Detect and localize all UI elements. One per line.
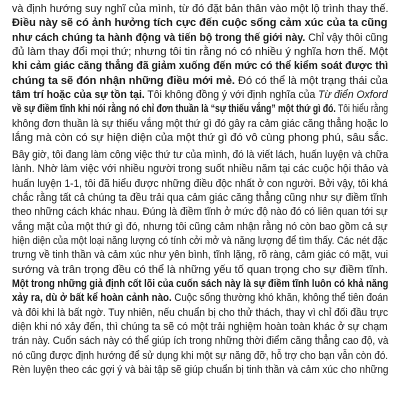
text-line	[12, 320, 388, 334]
text-line	[12, 74, 388, 88]
text-line	[12, 363, 388, 377]
text-segment: khi cảm giác căng thẳng đã giảm xuống đến mức có thể kiểm soát được thì	[12, 60, 389, 73]
text-segment: lành. Nhờ làm việc với nhiều người trong suốt nhiều năm tại các cuộc hội thảo và	[12, 163, 389, 176]
text-segment: Chỉ vậy thôi cũng	[305, 31, 388, 44]
text-line	[12, 291, 388, 305]
text-segment: chúng ta sẽ đón nhận những điều mới mẻ.	[12, 74, 235, 87]
text-line	[12, 349, 388, 363]
text-line	[12, 88, 388, 102]
text-line	[12, 59, 388, 73]
text-segment: Đó có thể là một trạng thái của	[234, 74, 388, 87]
text-line	[12, 220, 388, 234]
text-segment: và định hướng suy nghĩ của mình, từ đó đặt bản thân vào một lộ trình thay thế.	[12, 3, 389, 15]
text-segment: Từ điển Oxford	[318, 89, 388, 102]
text-line	[12, 102, 388, 116]
text-segment: và đôi khi là bất ngờ. Tuy nhiên, nếu chuẩn bị cho thử thách, thay vì chỉ đối đầu trực	[12, 306, 389, 319]
text-segment: sướng và trân trọng đều có thể là những yếu tố quan trọng cho sự điềm tĩnh.	[12, 263, 388, 276]
text-line	[12, 277, 388, 291]
text-segment: chắc rằng tất cả chúng ta đều trải qua cảm giác căng thẳng cũng như sự điềm tĩnh	[12, 192, 388, 205]
text-line	[12, 31, 388, 45]
text-line	[12, 177, 388, 191]
text-segment: theo những cách khác nhau. Đúng là điềm tĩnh ở mức độ nào đó có liên quan tới sự	[12, 206, 388, 219]
text-line	[12, 45, 388, 59]
text-line	[12, 162, 388, 176]
text-line	[12, 148, 388, 162]
text-line	[12, 16, 387, 30]
text-line	[12, 205, 388, 219]
text-segment: trưng về tinh thần và cảm xúc như yên bình, tĩnh lặng, rõ ràng, cảm giác có mặt, vui	[12, 249, 388, 262]
text-segment: vắng mặt của một thứ gì đó, nhưng tôi cũng cảm nhận rằng nó còn bao gồm cả sự	[12, 220, 388, 233]
text-line	[12, 248, 388, 262]
text-segment: xảy ra, dù ở bất kể hoàn cảnh nào.	[12, 292, 172, 305]
text-segment: không đơn thuần là sự thiếu vắng một thứ gì đó gây ra cảm giác căng thẳng hoặc lo	[12, 117, 389, 130]
text-segment: Cuộc sống thường khó khăn, không thể tiên đoán	[171, 292, 389, 305]
text-segment: diện khi nó xảy đến, thì chúng ta sẽ có một trải nghiệm hoàn toàn khác ở sự chạm	[12, 321, 388, 334]
text-segment: như cách chúng ta hành động và tiến bộ trong thế giới này.	[12, 31, 306, 44]
text-segment: hiện diện của một loại năng lượng có tính cởi mở và năng lượng để tìm thấy. Các nét đặc	[12, 235, 388, 248]
text-segment: tâm trí hoặc của sự tồn tại.	[12, 89, 145, 102]
text-line	[12, 234, 388, 248]
text-line	[12, 263, 388, 277]
text-segment: trán này. Cuốn sách này có thể giúp ích trong những thời điểm căng thẳng cao độ, và	[12, 335, 389, 348]
text-segment: huấn luyện 1-1, tôi đã hiểu được những điều độc nhất ở con người. Bởi vậy, tôi khá	[12, 177, 388, 190]
text-segment: nó cũng được định hướng để sử dụng khi một sự năng đỡ, hỗ trợ cho bạn vẫn còn đó.	[12, 349, 388, 362]
text-segment: Tôi hiểu rằng	[335, 103, 389, 116]
text-segment: về sự điềm tĩnh khi nói rằng nó chỉ đơn thuần là “sự thiếu vắng” một thứ gì đó.	[12, 103, 336, 116]
text-line	[12, 2, 388, 16]
text-segment: Một trong những giả định cốt lõi của cuốn sách này là sự điềm tĩnh luôn có khả năng	[12, 278, 389, 290]
text-segment: Tôi không đồng ý với định nghĩa của	[144, 89, 319, 102]
text-segment: Bây giờ, tôi đang làm công việc thứ tư của mình, đó là viết lách, huấn luyện và chữa	[12, 149, 389, 161]
text-line	[12, 334, 388, 348]
text-line	[12, 191, 388, 205]
text-line	[12, 306, 388, 320]
text-segment: đủ làm thay đổi mọi thứ; nhưng tôi tin rằng nó có nhiều ý nghĩa hơn thế. Một	[12, 46, 388, 59]
text-segment: Rèn luyện theo các gợi ý và bài tập sẽ giúp chuẩn bị tinh thần và cảm xúc cho những	[12, 364, 389, 377]
text-segment: Điều này sẽ có ảnh hưởng tích cực đến cuộc sống cảm xúc của ta cũng	[12, 17, 388, 30]
text-segment: lắng mà còn có sự hiện diện của một thứ gì đó vô cùng phong phú, sâu sắc.	[12, 132, 389, 145]
text-line	[12, 117, 388, 131]
text-line	[12, 131, 388, 145]
